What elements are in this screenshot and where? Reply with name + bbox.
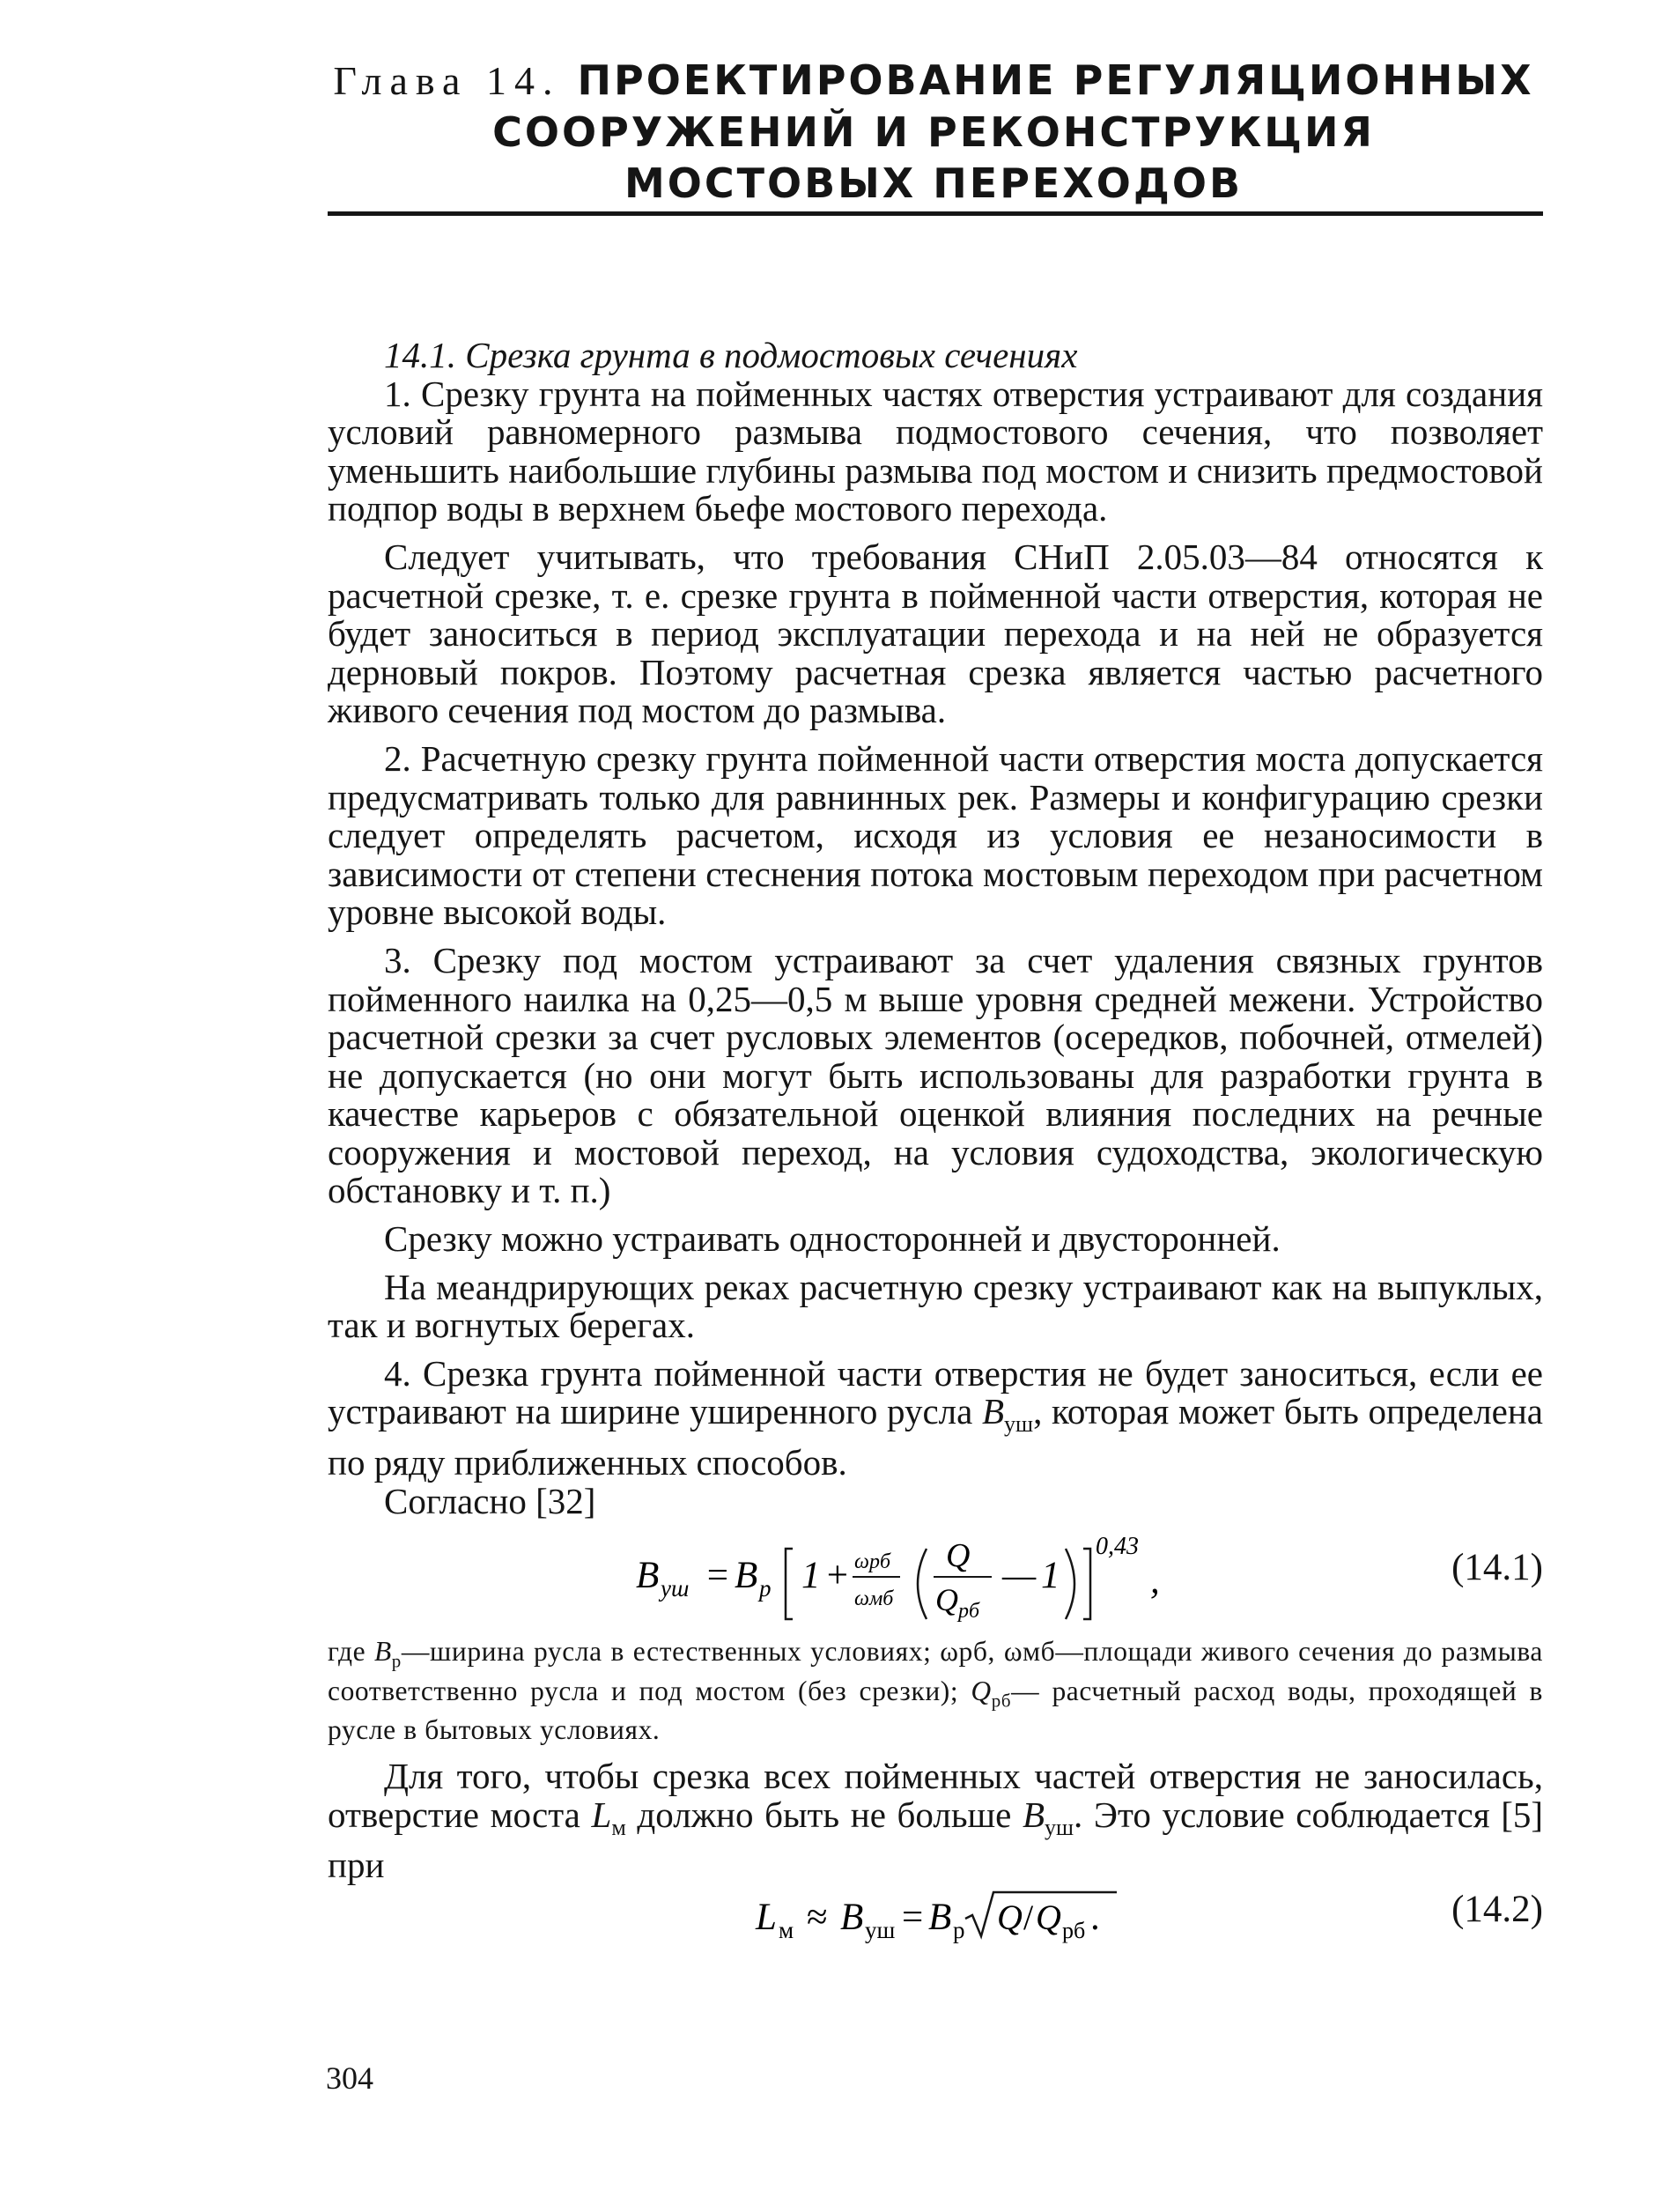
where-1: где bbox=[328, 1636, 374, 1668]
formula-14-1-body bbox=[636, 1533, 1305, 1634]
paragraph-7 bbox=[328, 1352, 1543, 1483]
symbol-b: B bbox=[982, 1391, 1005, 1432]
paragraph-3: 2. Расчетную срезку грунта пойменной части отверстия моста допускается предусматривать только для равнинных рек. Размеры и конфигурацию срезки следует определять расчетом, исходя из условия ее незаносимости в зависимости от степени стеснения потока мостовым переходом при расчетном уровне высокой воды. bbox=[328, 737, 1543, 933]
formula-14-2 bbox=[328, 1885, 1543, 1943]
formula-sub-p: р bbox=[759, 1575, 772, 1602]
formula-one: 1 bbox=[801, 1555, 821, 1597]
chapter-header bbox=[326, 55, 1541, 209]
page-number: 304 bbox=[326, 2060, 373, 2096]
formula-14-1-number: (14.1) bbox=[1451, 1547, 1543, 1589]
body-text bbox=[328, 337, 1543, 1943]
paragraph-6: На меандрирующих реках расчетную срезку устраивают как на выпуклых, так и вогнутых берегах. bbox=[328, 1266, 1543, 1346]
where-5: — расчетный расход воды, проходящей в русле в бытовых условиях. bbox=[328, 1675, 1544, 1745]
subscript-ush: уш bbox=[1004, 1411, 1034, 1438]
chapter-rule bbox=[328, 211, 1543, 216]
where-2: —ширина русла в естественных условиях; bbox=[401, 1636, 941, 1668]
f2-b2: B bbox=[928, 1896, 952, 1938]
formula-plus: + bbox=[824, 1555, 851, 1597]
where-q: Q bbox=[971, 1675, 992, 1706]
symbol-b-2: B bbox=[1022, 1794, 1045, 1835]
paragraph-9-part-a: Для того, чтобы срезка всех пойменных частей отверстия не заносилась, отверстие моста bbox=[328, 1756, 1543, 1835]
symbol-l: L bbox=[591, 1794, 612, 1835]
where-b: B bbox=[373, 1636, 392, 1668]
paragraph-7-part-a: 4. Срезка грунта пойменной части отверстия не будет заноситься, если ее устраивают на ширине уширенного русла bbox=[328, 1352, 1543, 1432]
paragraph-7-part-b: , которая может быть определена по ряду приближенных способов. bbox=[328, 1391, 1543, 1483]
chapter-title-line-2: СООРУЖЕНИЙ И РЕКОНСТРУКЦИЯ bbox=[492, 108, 1375, 156]
f2-equals: = bbox=[902, 1896, 924, 1938]
formula-q-rb: Q bbox=[935, 1582, 958, 1618]
paragraph-8: Согласно [32] bbox=[384, 1480, 596, 1521]
where-q-sub: рб bbox=[991, 1690, 1012, 1711]
f2-l-sub: м bbox=[779, 1916, 794, 1943]
f2-b1: B bbox=[840, 1896, 864, 1938]
formula-equals: = bbox=[705, 1555, 731, 1597]
formula-explanation bbox=[328, 1637, 1543, 1745]
formula-b-left: B bbox=[636, 1555, 660, 1597]
chapter-title-part-1: ПРОЕКТИРОВАНИЕ РЕГУЛЯЦИОННЫХ bbox=[577, 56, 1534, 104]
paren-left bbox=[918, 1549, 927, 1619]
f2-b2-sub: р bbox=[953, 1916, 965, 1943]
section-title: 14.1. Срезка грунта в подмостовых сечениях bbox=[384, 335, 1078, 375]
subscript-m: м bbox=[611, 1814, 626, 1840]
paragraph-9-part-c: . Это условие соблюдается [5] при bbox=[328, 1794, 1543, 1886]
where-b-sub: р bbox=[391, 1650, 402, 1672]
f2-q2: Q bbox=[1036, 1897, 1061, 1937]
paragraph-1: 1. Срезку грунта на пойменных частях отверстия устраивают для создания условий равномерного размыва подмостового сечения, что позволяет уменьшить наибольшие глубины размыва под мостом и снизить предмостовой подпор воды в верхнем бьефе мостового перехода. bbox=[328, 373, 1543, 529]
paragraph-4: 3. Срезку под мостом устраивают за счет удаления связных грунтов пойменного наилка на 0,25—0,5 м выше уровня средней межени. Устройство расчетной срезки за счет русловых элементов (осередков, побочней, отмелей) не допускается (но они могут быть использованы для разработки грунта в качестве карьеров с обязательной оценкой влияния последних на речные сооружения и мостовой переход, на условия судоходства, экологическую обстановку и т. п.) bbox=[328, 939, 1543, 1211]
formula-14-2-svg bbox=[756, 1889, 1214, 1945]
f2-b1-sub: уш bbox=[865, 1916, 896, 1943]
f2-dot: . bbox=[1090, 1896, 1100, 1938]
chapter-prefix: Глава 14. bbox=[333, 58, 561, 103]
f2-approx: ≈ bbox=[807, 1896, 828, 1938]
where-omega-mb: ωмб bbox=[1003, 1636, 1056, 1668]
formula-minus: — bbox=[1002, 1555, 1037, 1597]
formula-omega-rb: ωрб bbox=[854, 1550, 891, 1574]
f2-slash: / bbox=[1023, 1897, 1034, 1937]
paragraph-2: Следует учитывать, что требования СНиП 2.05.03—84 относятся к расчетной срезке, т. е. срезке грунта в пойменной части отверстия, которая не будет заноситься в период эксплуатации перехода и на ней не образуется дерновый покров. Поэтому расчетная срезка является частью расчетного живого сечения под мостом до размыва. bbox=[328, 536, 1543, 731]
bracket-right bbox=[1083, 1549, 1090, 1619]
where-4: —площади живого сечения до размыва соответственно русла и под мостом (без срезки); bbox=[328, 1636, 1543, 1706]
paragraph-5: Срезку можно устраивать односторонней и двусторонней. bbox=[384, 1218, 1281, 1260]
f2-q: Q bbox=[997, 1897, 1023, 1937]
f2-q2-sub: рб bbox=[1062, 1917, 1086, 1943]
formula-14-1-svg bbox=[636, 1533, 1305, 1626]
chapter-title-line-1 bbox=[326, 55, 1541, 107]
subscript-ush-2: уш bbox=[1044, 1814, 1074, 1840]
where-3: , bbox=[987, 1636, 1004, 1668]
formula-14-2-number: (14.2) bbox=[1451, 1888, 1543, 1930]
formula-14-1 bbox=[328, 1528, 1543, 1631]
formula-14-2-body bbox=[756, 1889, 1214, 1953]
formula-exponent: 0,43 bbox=[1096, 1533, 1139, 1561]
paren-right bbox=[1066, 1549, 1074, 1619]
formula-q-rb-sub: рб bbox=[958, 1600, 980, 1624]
paragraph-9 bbox=[328, 1757, 1543, 1885]
f2-l: L bbox=[756, 1896, 777, 1938]
formula-q: Q bbox=[946, 1537, 971, 1575]
formula-comma: , bbox=[1150, 1560, 1160, 1602]
formula-sub-ush: уш bbox=[661, 1575, 690, 1602]
chapter-title-line-3: МОСТОВЫХ ПЕРЕХОДОВ bbox=[624, 159, 1244, 207]
formula-one-2: 1 bbox=[1041, 1555, 1060, 1597]
paragraph-9-part-b: должно быть не больше bbox=[625, 1794, 1023, 1835]
where-omega-rb: ωрб bbox=[940, 1636, 988, 1668]
formula-b-right: B bbox=[735, 1555, 758, 1597]
formula-omega-mb: ωмб bbox=[854, 1587, 894, 1611]
bracket-left bbox=[786, 1549, 793, 1619]
